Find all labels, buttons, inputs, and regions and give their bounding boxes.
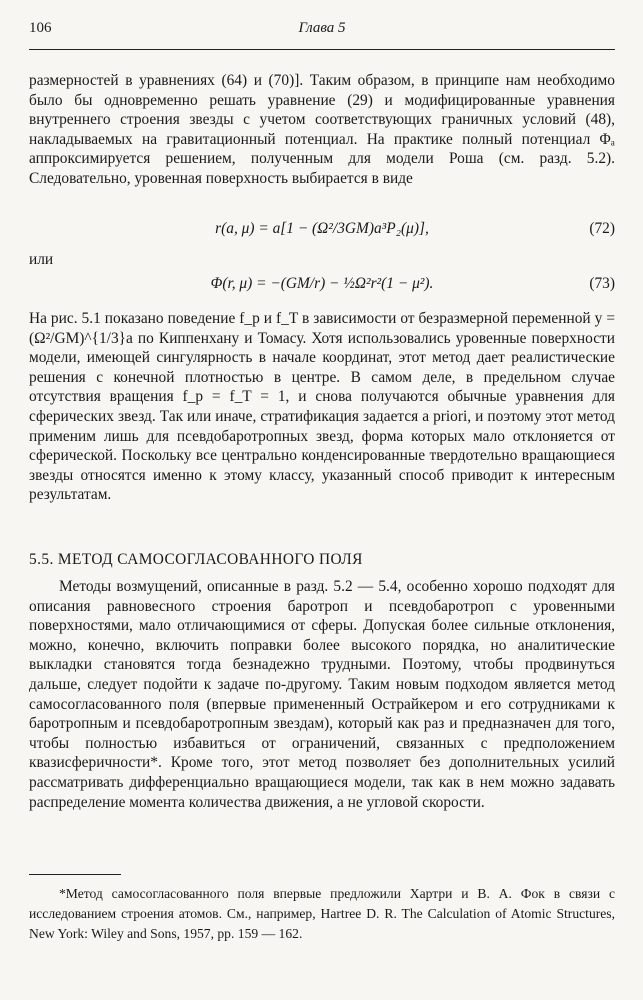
paragraph-self-consistent-field: Методы возмущений, описанные в разд. 5.2 — 5.4, особенно хорошо подходят для описания равновесного строения баротроп и псевдобаротроп с уровенными поверхностями, мало отличающимися от сферы. Допуская более сильные отклонения, можно, конечно, включить поправки более высокого порядка, но аналитические выкладки становятся тогда безнадежно трудными. Поэтому, чтобы продвинуться дальше, следует подойти к задаче по-другому. Таким новым подходом является метод самосогласованного поля (впервые примененный Острайкером и его сотрудниками к баротропным и псевдобаротропным звездам), который как раз и предназначен для того, чтобы полностью избавиться от ограничений, связанных с предположением квазисферичности*. Кроме того, этот метод позволяет без дополнительных усилий рассматривать дифференциально вращающиеся модели, так как в нем можно задавать распределение момента количества движения, а не угловой скорости. — [29, 578, 615, 811]
paragraph-figure-discussion: На рис. 5.1 показано поведение f_p и f_T в зависимости от безразмерной переменной y = (Ω²/GM)^{1/3}a по Киппенхану и Томасу. Хотя использовались уровенные поверхности модели, имеющей сингулярность в начале координат, этот метод дает реалистические решения с конечной плотностью в центре. В самом деле, в предельном случае отсутствия вращения f_p = f_T = 1, и снова получаются обычные уравнения для сферических звезд. Так или иначе, стратификация задается a priori, и поэтому этот метод применим лишь для псевдобаротропных звезд, форма которых мало отклоняется от сферической. Поскольку все центрально конденсированные твердотельно вращающиеся звезды относятся именно к этому классу, указанный способ приводит к интересным результатам. — [29, 310, 615, 504]
connector-word: или — [29, 251, 54, 268]
header-rule — [29, 49, 615, 50]
page-number: 106 — [29, 20, 52, 36]
page-header — [29, 20, 615, 42]
equation-73-number: (73) — [589, 275, 615, 292]
section-heading: 5.5. МЕТОД САМОСОГЛАСОВАННОГО ПОЛЯ — [29, 551, 363, 568]
footnote: *Метод самосогласованного поля впервые предложили Хартри и В. А. Фок в связи с исследованием строения атомов. См., например, Hartree D. R. The Calculation of Atomic Structures, New York: Wiley and Sons, 1957, pp. 159 — 162. — [29, 886, 615, 941]
equation-73-formula: Φ(r, μ) = −(GM/r) − ½Ω²r²(1 − μ²). — [210, 275, 434, 292]
equation-72 — [29, 220, 615, 242]
running-title: Глава 5 — [298, 20, 346, 36]
equation-73 — [29, 275, 615, 297]
equation-72-formula: r(a, μ) = a[1 − (Ω²/3GM)a³P₂(μ)], — [215, 220, 429, 237]
equation-72-number: (72) — [589, 220, 615, 237]
footnote-rule — [29, 874, 121, 875]
paragraph-continuation: размерностей в уравнениях (64) и (70)]. Таким образом, в принципе нам необходимо было бы одновременно решать уравнение (29) и модифицированные уравнения внутреннего строения звезды с учетом соответствующих граничных условий (48), накладываемых на гравитационный потенциал. На практике полный потенциал Φₐ аппроксимируется решением, полученным для модели Роша (см. разд. 5.2). Следовательно, уровенная поверхность выбирается в виде — [29, 72, 615, 187]
